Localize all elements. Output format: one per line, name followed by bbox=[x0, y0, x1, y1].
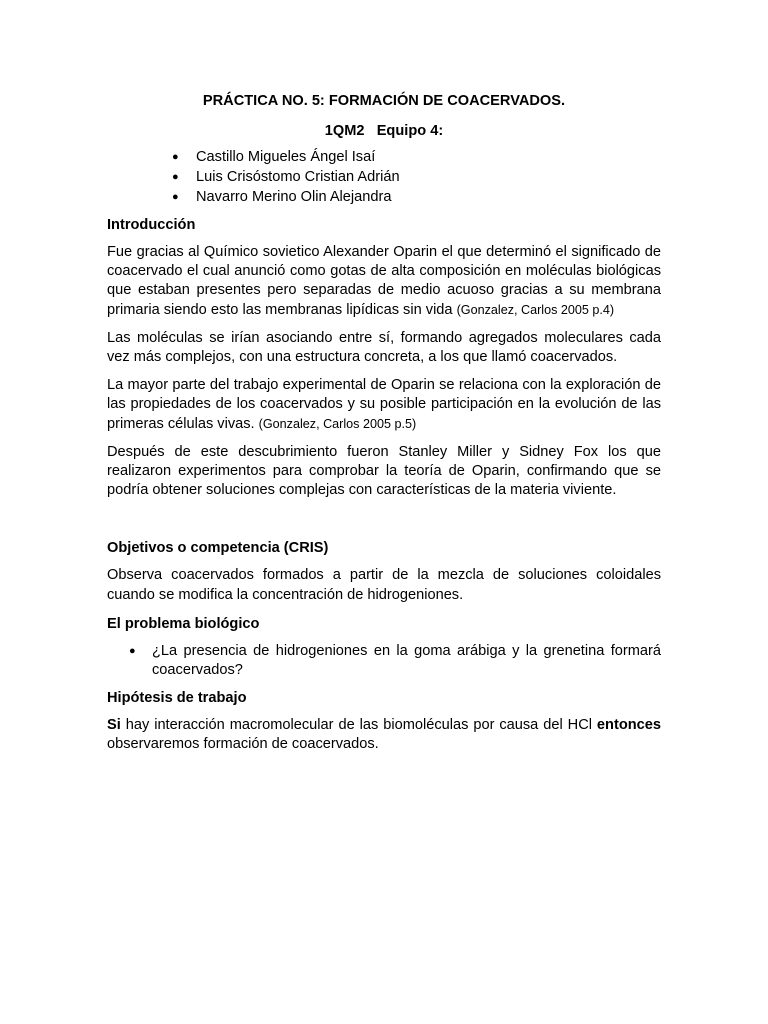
objectives-paragraph: Observa coacervados formados a partir de la mezcla de soluciones coloidales cuando se modifica la concentración de hidrogeniones. bbox=[107, 567, 661, 603]
document-page bbox=[107, 91, 661, 764]
author-item: ● Castillo Migueles Ángel Isaí bbox=[107, 147, 661, 167]
intro-paragraph-3-text: La mayor parte del trabajo experimental de Oparin se relaciona con la exploración de las propiedades de los coacervados y su posible participación en la evolución de las primeras células vivas. bbox=[107, 377, 661, 432]
team-subtitle: 1QM2 Equipo 4: bbox=[324, 123, 444, 139]
author-item: ● Luis Crisóstomo Cristian Adrián bbox=[107, 167, 661, 187]
hypothesis-part-2: observaremos formación de coacervados. bbox=[107, 736, 379, 753]
intro-paragraph-4: Después de este descubrimiento fueron Stanley Miller y Sidney Fox los que realizaron experimentos para comprobar la teoría de Oparin, confirmando que se podría obtener soluciones complejas con características de la materia viviente. bbox=[107, 443, 661, 499]
problem-list bbox=[107, 642, 661, 680]
section-spacer bbox=[107, 509, 661, 538]
intro-paragraph-2: Las moléculas se irían asociando entre sí, formando agregados moleculares cada vez más complejos, con una estructura concreta, a los que llamó coacervados. bbox=[107, 329, 661, 366]
citation: (Gonzalez, Carlos 2005 p.5) bbox=[258, 416, 417, 431]
author-item: ● Navarro Merino Olin Alejandra bbox=[107, 187, 661, 207]
hypothesis-then: entonces bbox=[596, 717, 661, 734]
problem-question: ● ¿La presencia de hidrogeniones en la goma arábiga y la grenetina formará coacervados? bbox=[107, 642, 661, 680]
intro-paragraph-1-text: Fue gracias al Químico sovietico Alexander Oparin el que determinó el significado de coacervado el cual anunció como gotas de alta composición en moléculas biológicas que estaban presentes pero separadas de medio acuoso gracias a su membrana primaria siendo esto las membranas lipídicas sin vida bbox=[107, 244, 661, 318]
objectives-heading: Objetivos o competencia (CRIS) bbox=[107, 540, 329, 557]
problem-heading: El problema biológico bbox=[107, 615, 260, 632]
intro-paragraph-1 bbox=[107, 243, 661, 320]
authors-list bbox=[107, 147, 661, 207]
intro-paragraph-3 bbox=[107, 376, 661, 434]
intro-heading: Introducción bbox=[107, 217, 196, 233]
hypothesis-paragraph bbox=[107, 716, 661, 754]
hypothesis-if: Si bbox=[107, 717, 121, 734]
hypothesis-part-1: hay interacción macromolecular de las biomoléculas por causa del HCl bbox=[120, 717, 597, 734]
hypothesis-heading: Hipótesis de trabajo bbox=[107, 690, 247, 707]
citation: (Gonzalez, Carlos 2005 p.4) bbox=[456, 302, 615, 317]
document-title: PRÁCTICA NO. 5: FORMACIÓN DE COACERVADOS. bbox=[202, 93, 566, 109]
